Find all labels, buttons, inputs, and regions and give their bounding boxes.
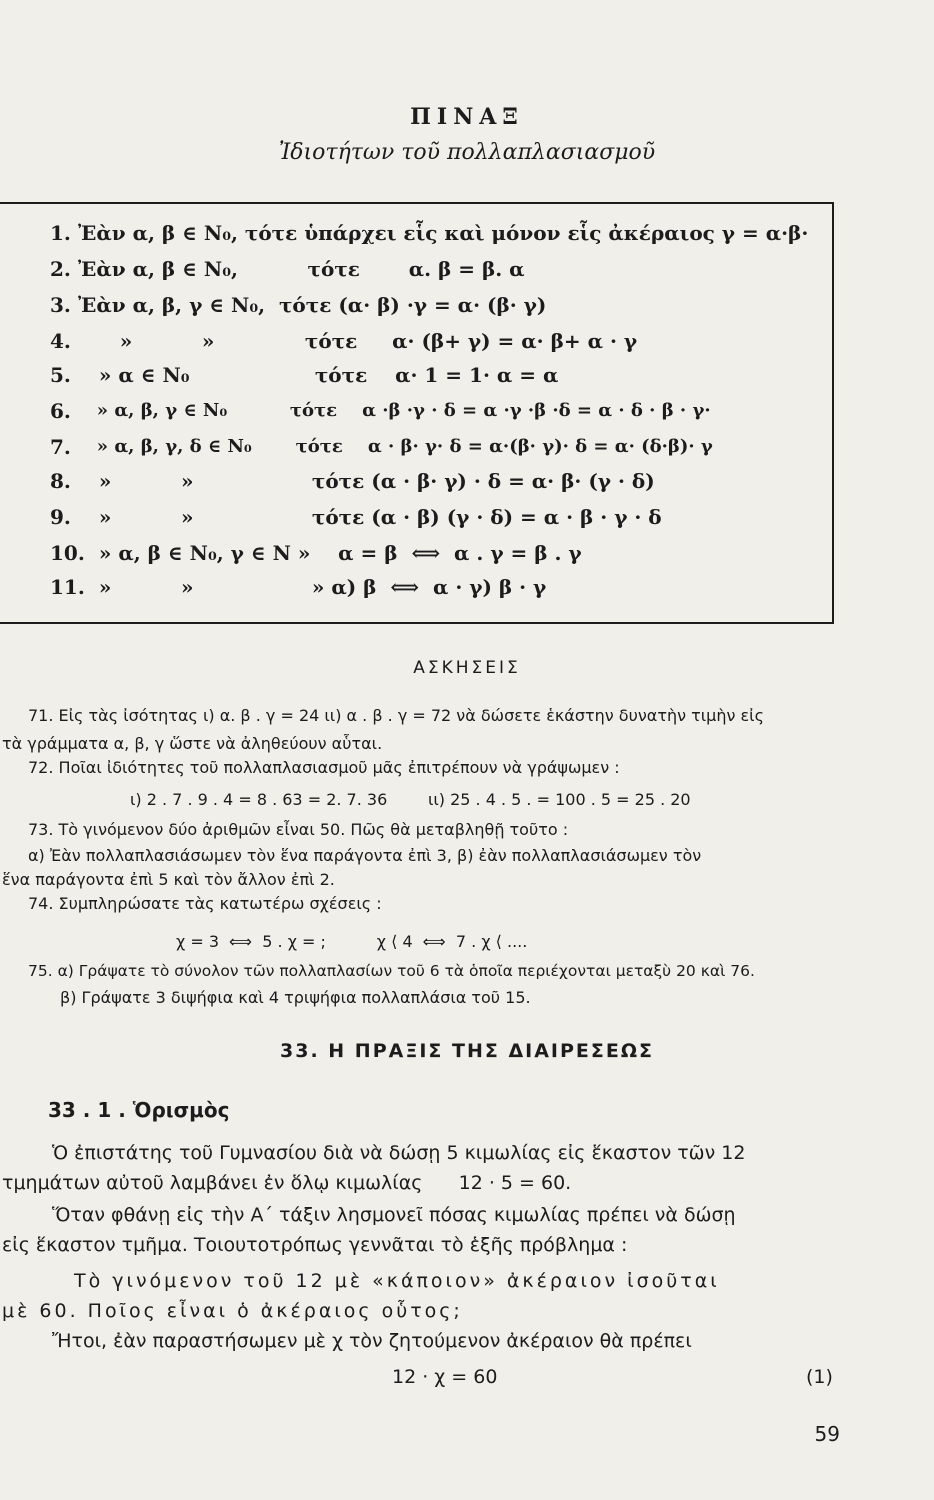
exercise-line: β) Γράψατε 3 διψήφια καὶ 4 τριψήφια πολλαπλάσια τοῦ 15.	[60, 988, 531, 1007]
row-number: 8.	[50, 469, 71, 493]
row-number: 6.	[50, 399, 71, 423]
row-number: 10.	[50, 541, 85, 565]
row-text: » α, β, γ ∈ N₀ τότε α ·β ·γ · δ = α ·γ ·β ·δ = α · δ · β · γ·	[78, 400, 711, 421]
chapter-title: 33. Η ΠΡΑΞΙΣ ΤΗΣ ΔΙΑΙΡΕΣΕΩΣ	[280, 1040, 654, 1062]
exercise-line: 74. Συμπληρώσατε τὰς κατωτέρω σχέσεις :	[28, 894, 382, 913]
body-line: μὲ 60. Ποῖος εἶναι ὁ ἀκέραιος οὗτος;	[2, 1300, 463, 1322]
exercises-heading: ΑΣΚΗΣΕΙΣ	[413, 658, 521, 678]
exercise-line: α) Ἐὰν πολλαπλασιάσωμεν τὸν ἕνα παράγοντα ἐπὶ 3, β) ἐὰν πολλαπλασιάσωμεν τὸν	[28, 846, 702, 865]
exercise-line: ι) 2 . 7 . 9 . 4 = 8 . 63 = 2. 7. 36 ιι) 25 . 4 . 5 . = 100 . 5 = 25 . 20	[130, 790, 691, 809]
exercise-line: 71. Εἰς τὰς ἰσότητας ι) α. β . γ = 24 ιι) α . β . γ = 72 νὰ δώσετε ἑκάστην δυνατὴν τιμὴν εἰς	[28, 706, 764, 725]
table-title: ΠΙΝΑΞ	[410, 104, 524, 130]
equation: 12 · χ = 60	[392, 1366, 498, 1388]
row-number: 2.	[50, 257, 71, 281]
body-line: τμημάτων αὐτοῦ λαμβάνει ἐν ὅλῳ κιμωλίας 12 · 5 = 60.	[2, 1172, 572, 1194]
row-number: 1.	[50, 221, 71, 245]
row-text: » α, β, γ, δ ∈ N₀ τότε α · β· γ· δ = α·(β· γ)· δ = α· (δ·β)· γ	[78, 436, 713, 457]
body-line: εἰς ἕκαστον τμῆμα. Τοιουτοτρόπως γεννᾶται τὸ ἑξῆς πρόβλημα :	[2, 1234, 628, 1256]
exercise-line: 75. α) Γράψατε τὸ σύνολον τῶν πολλαπλασίων τοῦ 6 τὰ ὁποῖα περιέχονται μεταξὺ 20 καὶ 76.	[28, 962, 755, 980]
row-text: » » τότε α· (β+ γ) = α· β+ α · γ	[78, 329, 638, 353]
row-number: 7.	[50, 435, 71, 459]
exercise-line: τὰ γράμματα α, β, γ ὥστε νὰ ἀληθεύουν αὗται.	[2, 734, 383, 753]
equation-label: (1)	[806, 1366, 833, 1388]
row-text: Ἐὰν α, β ∈ N₀, τότε α. β = β. α	[78, 257, 525, 281]
row-text: » » τότε (α · β) (γ · δ) = α · β · γ · δ	[78, 505, 662, 529]
exercise-line: 73. Τὸ γινόμενον δύο ἀριθμῶν εἶναι 50. Πῶς θὰ μεταβληθῇ τοῦτο :	[28, 820, 569, 839]
row-text: » » » α) β ⟺ α · γ) β · γ	[78, 575, 547, 599]
body-line: Ἤτοι, ἐὰν παραστήσωμεν μὲ χ τὸν ζητούμενον ἀκέραιον θὰ πρέπει	[52, 1330, 692, 1352]
exercise-line: 72. Ποῖαι ἰδιότητες τοῦ πολλαπλασιασμοῦ μᾶς ἐπιτρέπουν νὰ γράψωμεν :	[28, 758, 620, 777]
body-line: Ὅταν φθάνῃ εἰς τὴν Α΄ τάξιν λησμονεῖ πόσας κιμωλίας πρέπει νὰ δώσῃ	[52, 1204, 736, 1226]
table-subtitle: Ἰδιοτήτων τοῦ πολλαπλασιασμοῦ	[278, 140, 656, 165]
body-line: Ὁ ἐπιστάτης τοῦ Γυμνασίου διὰ νὰ δώσῃ 5 κιμωλίας εἰς ἕκαστον τῶν 12	[52, 1142, 746, 1164]
row-text: » » τότε (α · β· γ) · δ = α· β· (γ · δ)	[78, 469, 655, 493]
row-number: 9.	[50, 505, 71, 529]
row-text: » α, β ∈ N₀, γ ∈ N » α = β ⟺ α . γ = β . γ	[78, 541, 582, 565]
subsection-title: 33 . 1 . Ὁρισμὸς	[48, 1098, 230, 1122]
row-text: Ἐὰν α, β, γ ∈ N₀, τότε (α· β) ·γ = α· (β· γ)	[78, 293, 547, 317]
row-number: 11.	[50, 575, 85, 599]
row-text: Ἐὰν α, β ∈ N₀, τότε ὑπάρχει εἷς καὶ μόνον εἷς ἀκέραιος γ = α·β·	[78, 221, 809, 245]
row-number: 5.	[50, 363, 71, 387]
row-number: 3.	[50, 293, 71, 317]
exercise-line: ἕνα παράγοντα ἐπὶ 5 καὶ τὸν ἄλλον ἐπὶ 2.	[2, 870, 335, 889]
page-number: 59	[814, 1422, 840, 1446]
body-line: Τὸ γινόμενον τοῦ 12 μὲ «κάποιον» ἀκέραιον ἰσοῦται	[74, 1270, 720, 1292]
exercise-line: χ = 3 ⟺ 5 . χ = ; χ ⟨ 4 ⟺ 7 . χ ⟨ ....	[176, 932, 528, 951]
row-number: 4.	[50, 329, 71, 353]
row-text: » α ∈ N₀ τότε α· 1 = 1· α = α	[78, 363, 559, 387]
